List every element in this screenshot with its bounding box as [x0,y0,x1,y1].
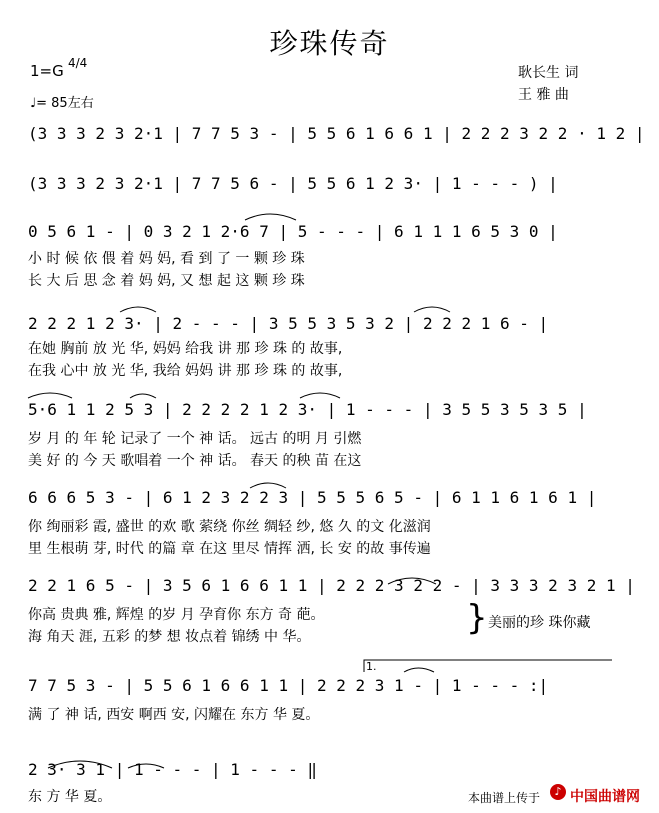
upload-note: 本曲谱上传于 [468,791,541,805]
lyric-verse-1: 满 了 神 话, 西安 啊西 安, 闪耀在 东方 华 夏。 [28,707,320,723]
slur [120,307,156,312]
page-title: 珍珠传奇 [269,27,390,60]
music-note-icon: ♪ [550,784,566,800]
brace-lyric: 美丽的珍 珠你藏 [488,615,591,631]
notation-line: (3 3 3 2 3 2·1 | 7 7 5 6 - | 5 5 6 1 2 3· | 1 - - - ) | [28,174,558,193]
tempo-marking: ♩= 85左右 [30,96,94,111]
brace-symbol: } [466,598,488,638]
time-signature-text: 4/4 [68,56,88,70]
volta-bracket-label: 1. [366,660,377,673]
slur [388,578,436,584]
volta-bracket [364,660,612,672]
notation-line: 2 2 1 6 5 - | 3 5 6 1 6 6 1 1 | 2 2 2 3 2 2 - | 3 3 3 2 3 2 1 | [28,576,635,595]
notation-line: 6 6 6 5 3 - | 6 1 2 3 2 2 3 | 5 5 5 6 5 - | 6 1 1 6 1 6 1 | [28,488,597,507]
notation-line: (3 3 3 2 3 2·1 | 7 7 5 3 - | 5 5 6 1 6 6 1 | 2 2 2 3 2 2 · 1 2 | [28,124,645,143]
slur [250,483,286,488]
slur [130,394,156,398]
lyric-verse-2: 在我 心中 放 光 华, 我给 妈妈 讲 那 珍 珠 的 故事, [28,363,343,379]
slur [414,307,450,312]
notation-line: 5·6 1 1 2 5 3 | 2 2 2 2 1 2 3· | 1 - - - | 3 5 5 3 5 3 5 | [28,400,587,419]
key-signature: 1=G [30,62,64,80]
lyric-verse-2: 长 大 后 思 念 着 妈 妈, 又 想 起 这 颗 珍 珠 [28,273,305,289]
lyric-verse-1: 你 绚丽彩 霞, 盛世 的欢 歌 萦绕 你丝 绸轻 纱, 悠 久 的文 化滋润 [28,519,431,535]
lyric-verse-2: 海 角天 涯, 五彩 的梦 想 妆点着 锦绣 中 华。 [28,629,311,645]
lyric-verse-1: 东 方 华 夏。 [28,789,112,805]
composer-credit: 王 雅 曲 [518,87,569,103]
slur [48,761,112,768]
notation-line: 2 3· 3 1 | 1 - - - | 1 - - - ‖ [28,760,317,779]
slur [128,764,164,768]
lyric-verse-2: 里 生根萌 芽, 时代 的篇 章 在这 里尽 情挥 洒, 长 安 的故 事传遍 [28,541,431,557]
lyric-verse-2: 美 好 的 今 天 歌唱着 一个 神 话。 春天 的秧 苗 在这 [28,453,362,469]
slur [300,393,340,398]
slur [28,393,72,398]
lyric-verse-1: 小 时 候 依 偎 着 妈 妈, 看 到 了 一 颗 珍 珠 [28,251,305,267]
notation-line: 2 2 2 1 2 3· | 2 - - - | 3 5 5 3 5 3 2 | 2 2 2 1 6 - | [28,314,549,333]
lyricist-credit: 耿长生 词 [518,65,579,81]
lyric-verse-1: 在她 胸前 放 光 华, 妈妈 给我 讲 那 珍 珠 的 故事, [28,341,343,357]
lyric-verse-1: 岁 月 的 年 轮 记录了 一个 神 话。 远古 的明 月 引燃 [28,431,362,447]
slur [245,214,296,220]
lyric-verse-1: 你高 贵典 雅, 辉煌 的岁 月 孕育你 东方 奇 葩。 [28,607,325,623]
notation-line: 0 5 6 1 - | 0 3 2 1 2·6 7 | 5 - - - | 6 1 1 1 6 5 3 0 | [28,222,558,241]
site-logo[interactable]: 中国曲谱网 [570,789,640,805]
notation-line: 7 7 5 3 - | 5 5 6 1 6 6 1 1 | 2 2 2 3 1 - | 1 - - - :| [28,676,549,695]
slur [404,668,434,672]
